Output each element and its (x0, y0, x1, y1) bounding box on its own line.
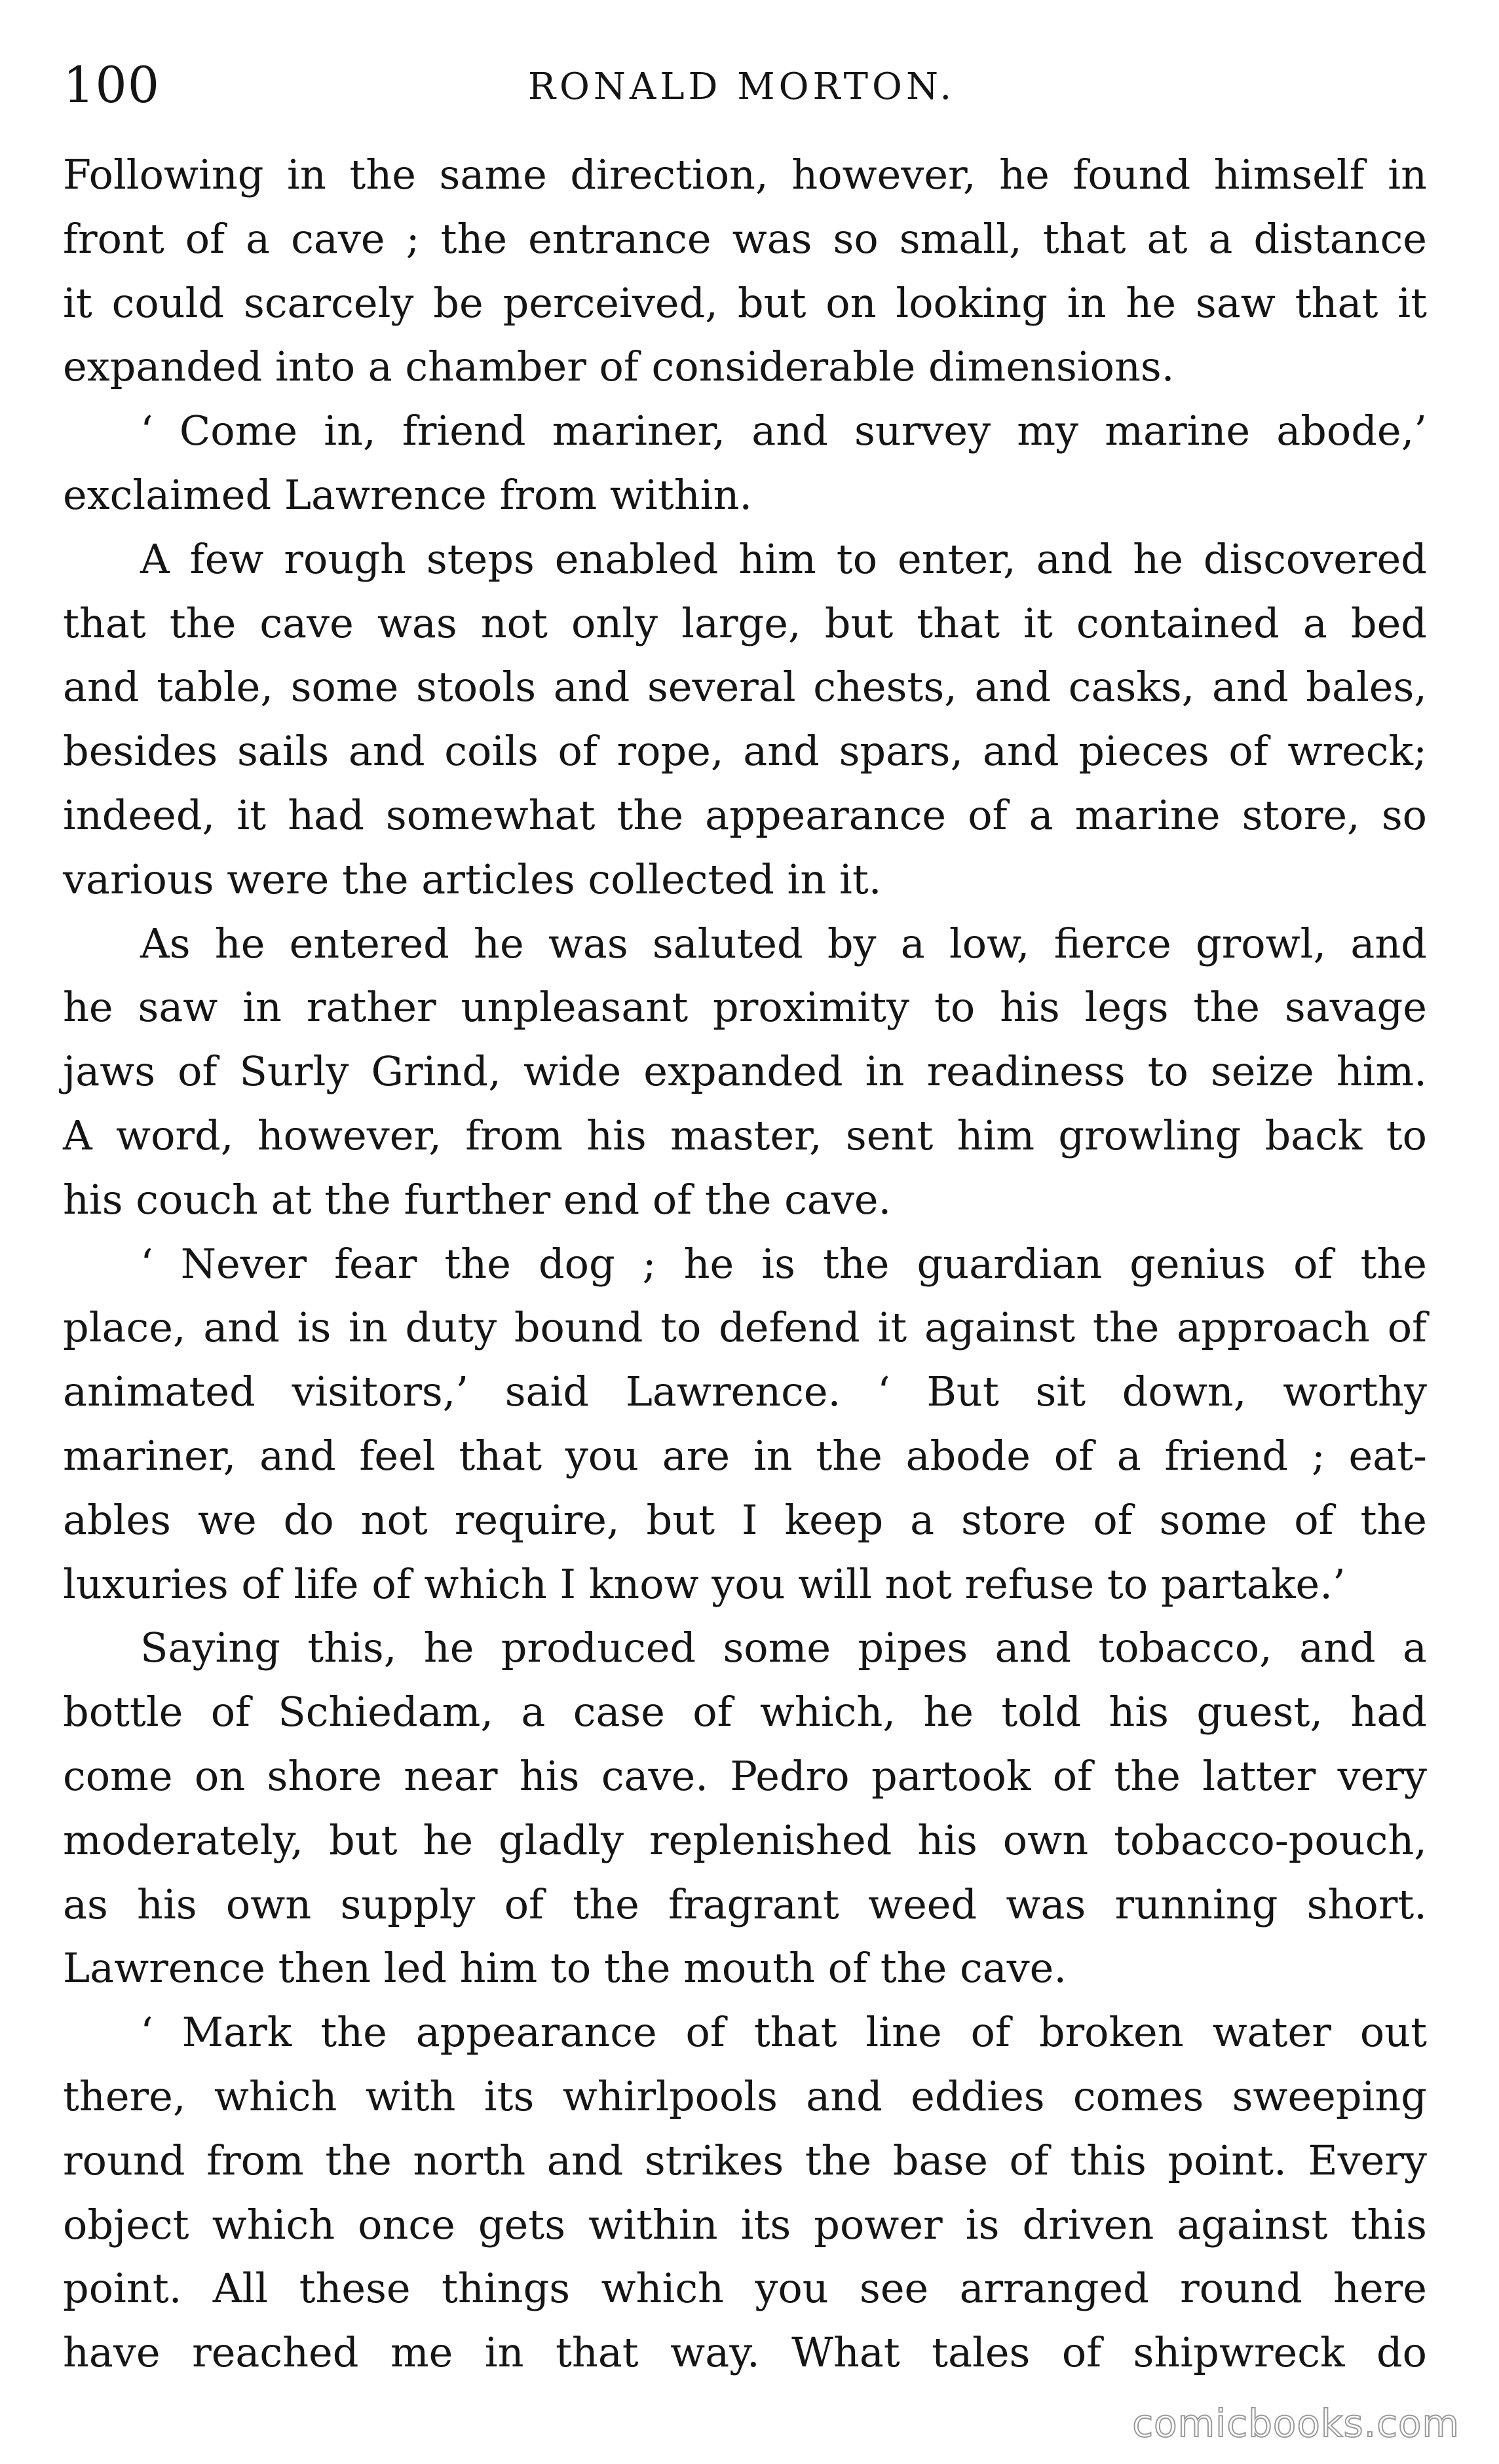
text-line: As he entered he was saluted by a low, fierce growl, and (140, 919, 1427, 967)
text-line: his couch at the further end of the cave. (63, 1175, 892, 1223)
text-line: and table, some stools and several chests, and casks, and bales, (63, 663, 1427, 711)
text-line: have reached me in that way. What tales of shipwreck do (63, 2328, 1427, 2377)
watermark: comicbooks.com (1132, 2401, 1460, 2446)
text-line: round from the north and strikes the base of this point. Every (63, 2136, 1427, 2184)
text-line: there, which with its whirlpools and eddies comes sweeping (63, 2072, 1427, 2120)
text-line: expanded into a chamber of considerable dimensions. (63, 343, 1175, 391)
text-line: indeed, it had somewhat the appearance of a marine store, so (63, 791, 1427, 839)
text-line: ‘ Come in, friend mariner, and survey my marine abode,’ (140, 407, 1427, 455)
text-line: luxuries of life of which I know you will not refuse to partake.’ (63, 1559, 1346, 1608)
text-line: A word, however, from his master, sent him growling back to (63, 1111, 1427, 1159)
text-line: Saying this, he produced some pipes and tobacco, and a (140, 1624, 1427, 1672)
page-number: 100 (63, 56, 161, 114)
body-text (63, 143, 1427, 2385)
running-title: RONALD MORTON. (527, 65, 956, 108)
text-line: come on shore near his cave. Pedro partook of the latter very (63, 1751, 1427, 1800)
text-line: bottle of Schiedam, a case of which, he told his guest, had (63, 1688, 1427, 1736)
text-line: animated visitors,’ said Lawrence. ‘ But sit down, worthy (63, 1368, 1427, 1416)
text-line: as his own supply of the fragrant weed was running short. (63, 1880, 1427, 1928)
text-line: exclaimed Lawrence from within. (63, 470, 753, 519)
text-line: front of a cave ; the entrance was so small, that at a distance (63, 214, 1427, 263)
text-line: mariner, and feel that you are in the abode of a friend ; eat- (63, 1431, 1427, 1480)
text-line: A few rough steps enabled him to enter, and he discovered (140, 534, 1427, 583)
text-line: it could scarcely be perceived, but on looking in he saw that it (63, 278, 1427, 327)
text-line: that the cave was not only large, but that it contained a bed (63, 599, 1427, 647)
text-line: ‘ Mark the appearance of that line of broken water out (140, 2008, 1427, 2057)
text-line: place, and is in duty bound to defend it against the approach of (63, 1303, 1427, 1352)
text-line: various were the articles collected in it. (63, 855, 882, 903)
text-line: ‘ Never fear the dog ; he is the guardian genius of the (140, 1239, 1427, 1288)
text-line: moderately, but he gladly replenished his own tobacco-pouch, (63, 1816, 1427, 1864)
text-line: point. All these things which you see arranged round here (63, 2264, 1427, 2313)
text-line: Lawrence then led him to the mouth of the cave. (63, 1944, 1067, 1992)
text-line: ables we do not require, but I keep a store of some of the (63, 1495, 1427, 1544)
text-line: Following in the same direction, however, he found himself in (63, 151, 1427, 198)
text-line: object which once gets within its power is driven against this (63, 2200, 1427, 2249)
text-line: besides sails and coils of rope, and spars, and pieces of wreck; (63, 727, 1427, 775)
running-head (63, 46, 1420, 124)
text-line: he saw in rather unpleasant proximity to his legs the savage (63, 983, 1427, 1032)
text-line: jaws of Surly Grind, wide expanded in readiness to seize him. (63, 1047, 1427, 1096)
